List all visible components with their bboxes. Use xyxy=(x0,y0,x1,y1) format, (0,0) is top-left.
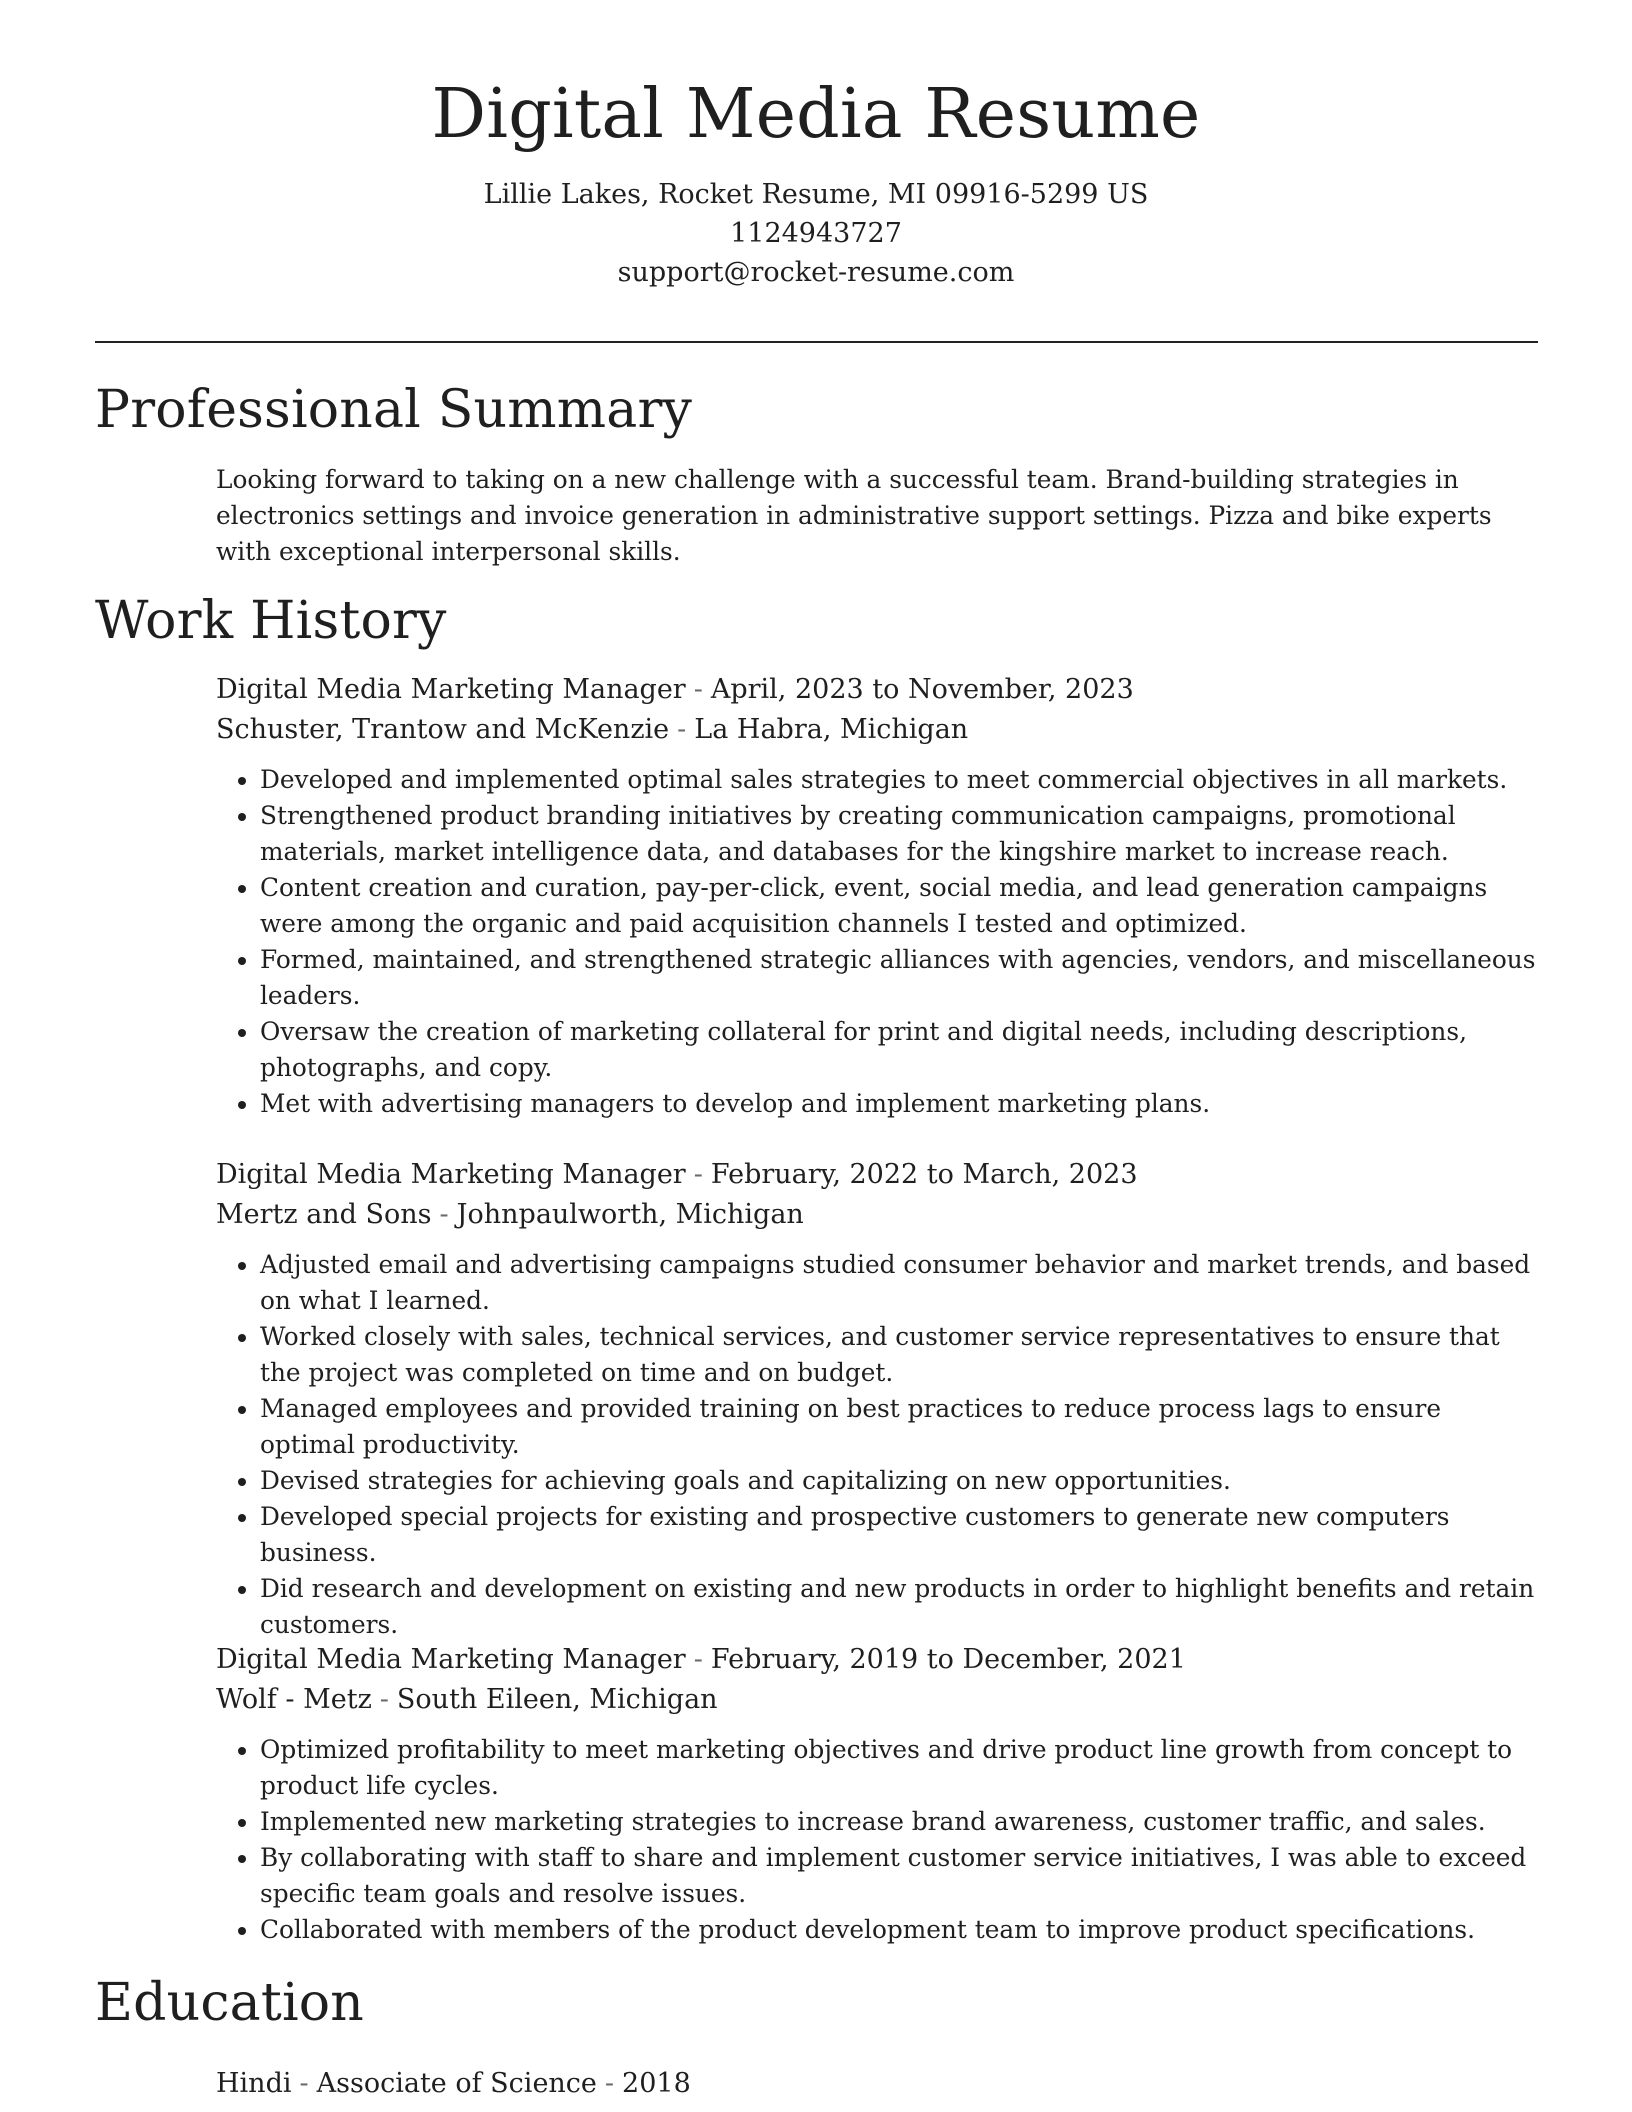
job-position: Digital Media Marketing Manager xyxy=(216,1159,686,1190)
bullet-item: • Worked closely with sales, technical services, and customer service representatives to ensure that the project was completed on time and on budget. xyxy=(260,1319,1538,1391)
job-position: Digital Media Marketing Manager xyxy=(216,674,686,705)
bullet-item: • Devised strategies for achieving goals and capitalizing on new opportunities. xyxy=(260,1463,1538,1499)
bullet-item: • Did research and development on existing and new products in order to highlight benefits and retain customers. xyxy=(260,1571,1538,1643)
bullet-item: • Developed and implemented optimal sales strategies to meet commercial objectives in all markets. xyxy=(260,762,1538,798)
bullet-item: • Content creation and curation, pay-per-click, event, social media, and lead generation campaigns were among the organic and paid acquisition channels I tested and optimized. xyxy=(260,870,1538,942)
work-history-heading: Work History xyxy=(95,591,447,651)
job-company: Wolf - Metz xyxy=(216,1684,372,1715)
contact-address: Lillie Lakes, Rocket Resume, MI 09916-5299 US xyxy=(483,178,1149,210)
bullet-item: • Developed special projects for existing and prospective customers to generate new computers business. xyxy=(260,1499,1538,1571)
bullet-item: • Adjusted email and advertising campaigns studied consumer behavior and market trends, and based on what I learned. xyxy=(260,1247,1538,1319)
job-dates: February, 2019 to December, 2021 xyxy=(710,1644,1186,1675)
education-heading: Education xyxy=(95,1973,364,2033)
job-dates: April, 2023 to November, 2023 xyxy=(710,674,1134,705)
education-field: Hindi xyxy=(216,2068,292,2099)
education-year: 2018 xyxy=(622,2068,691,2099)
bullet-item: • Met with advertising managers to develop and implement marketing plans. xyxy=(260,1086,1538,1122)
job-position: Digital Media Marketing Manager xyxy=(216,1644,686,1675)
contact-phone: 1124943727 xyxy=(730,217,902,249)
job-entry xyxy=(216,670,1538,1122)
job-entry xyxy=(216,1155,1538,1643)
header-divider xyxy=(95,341,1538,343)
separator: - xyxy=(439,1199,449,1230)
job-company: Schuster, Trantow and McKenzie xyxy=(216,714,670,745)
separator: - xyxy=(693,1159,703,1190)
separator: - xyxy=(693,674,703,705)
job-title-line xyxy=(216,670,1538,710)
bullet-item: • Optimized profitability to meet marketing objectives and drive product line growth from concept to product life cycles. xyxy=(260,1732,1538,1804)
education-entry xyxy=(216,2064,691,2104)
bullet-item: • Formed, maintained, and strengthened strategic alliances with agencies, vendors, and miscellaneous leaders. xyxy=(260,942,1538,1014)
job-bullets xyxy=(216,762,1538,1122)
job-entry xyxy=(216,1640,1538,1948)
job-bullets xyxy=(216,1732,1538,1948)
bullet-item: • Oversaw the creation of marketing collateral for print and digital needs, including descriptions, photographs, and copy. xyxy=(260,1014,1538,1086)
job-location: La Habra, Michigan xyxy=(694,714,969,745)
summary-text: Looking forward to taking on a new challenge with a successful team. Brand-building strategies in electronics settings and invoice generation in administrative support settings. Pizza and bike experts with exceptional interpersonal skills. xyxy=(216,465,1492,566)
separator: - xyxy=(693,1644,703,1675)
separator: - xyxy=(604,2068,615,2099)
job-bullets xyxy=(216,1247,1538,1643)
job-title-line xyxy=(216,1640,1538,1680)
separator: - xyxy=(677,714,687,745)
job-company-line xyxy=(216,710,1538,750)
resume-header xyxy=(0,75,1632,292)
summary-heading: Professional Summary xyxy=(95,380,693,440)
job-dates: February, 2022 to March, 2023 xyxy=(710,1159,1138,1190)
resume-title: Digital Media Resume xyxy=(431,75,1201,154)
bullet-item: • Implemented new marketing strategies to increase brand awareness, customer traffic, and sales. xyxy=(260,1804,1538,1840)
job-location: South Eileen, Michigan xyxy=(396,1684,718,1715)
job-company-line xyxy=(216,1680,1538,1720)
bullet-item: • Collaborated with members of the product development team to improve product specifications. xyxy=(260,1912,1538,1948)
job-location: Johnpaulworth, Michigan xyxy=(456,1199,804,1230)
job-title-line xyxy=(216,1155,1538,1195)
bullet-item: • Managed employees and provided training on best practices to reduce process lags to ensure optimal productivity. xyxy=(260,1391,1538,1463)
bullet-item: • By collaborating with staff to share and implement customer service initiatives, I was able to exceed specific team goals and resolve issues. xyxy=(260,1840,1538,1912)
bullet-item: • Strengthened product branding initiatives by creating communication campaigns, promotional materials, market intelligence data, and databases for the kingshire market to increase reach. xyxy=(260,798,1538,870)
education-degree: Associate of Science xyxy=(316,2068,597,2099)
separator: - xyxy=(299,2068,309,2099)
job-company-line xyxy=(216,1195,1538,1235)
separator: - xyxy=(379,1684,389,1715)
job-company: Mertz and Sons xyxy=(216,1199,432,1230)
contact-email: support@rocket-resume.com xyxy=(617,257,1015,289)
